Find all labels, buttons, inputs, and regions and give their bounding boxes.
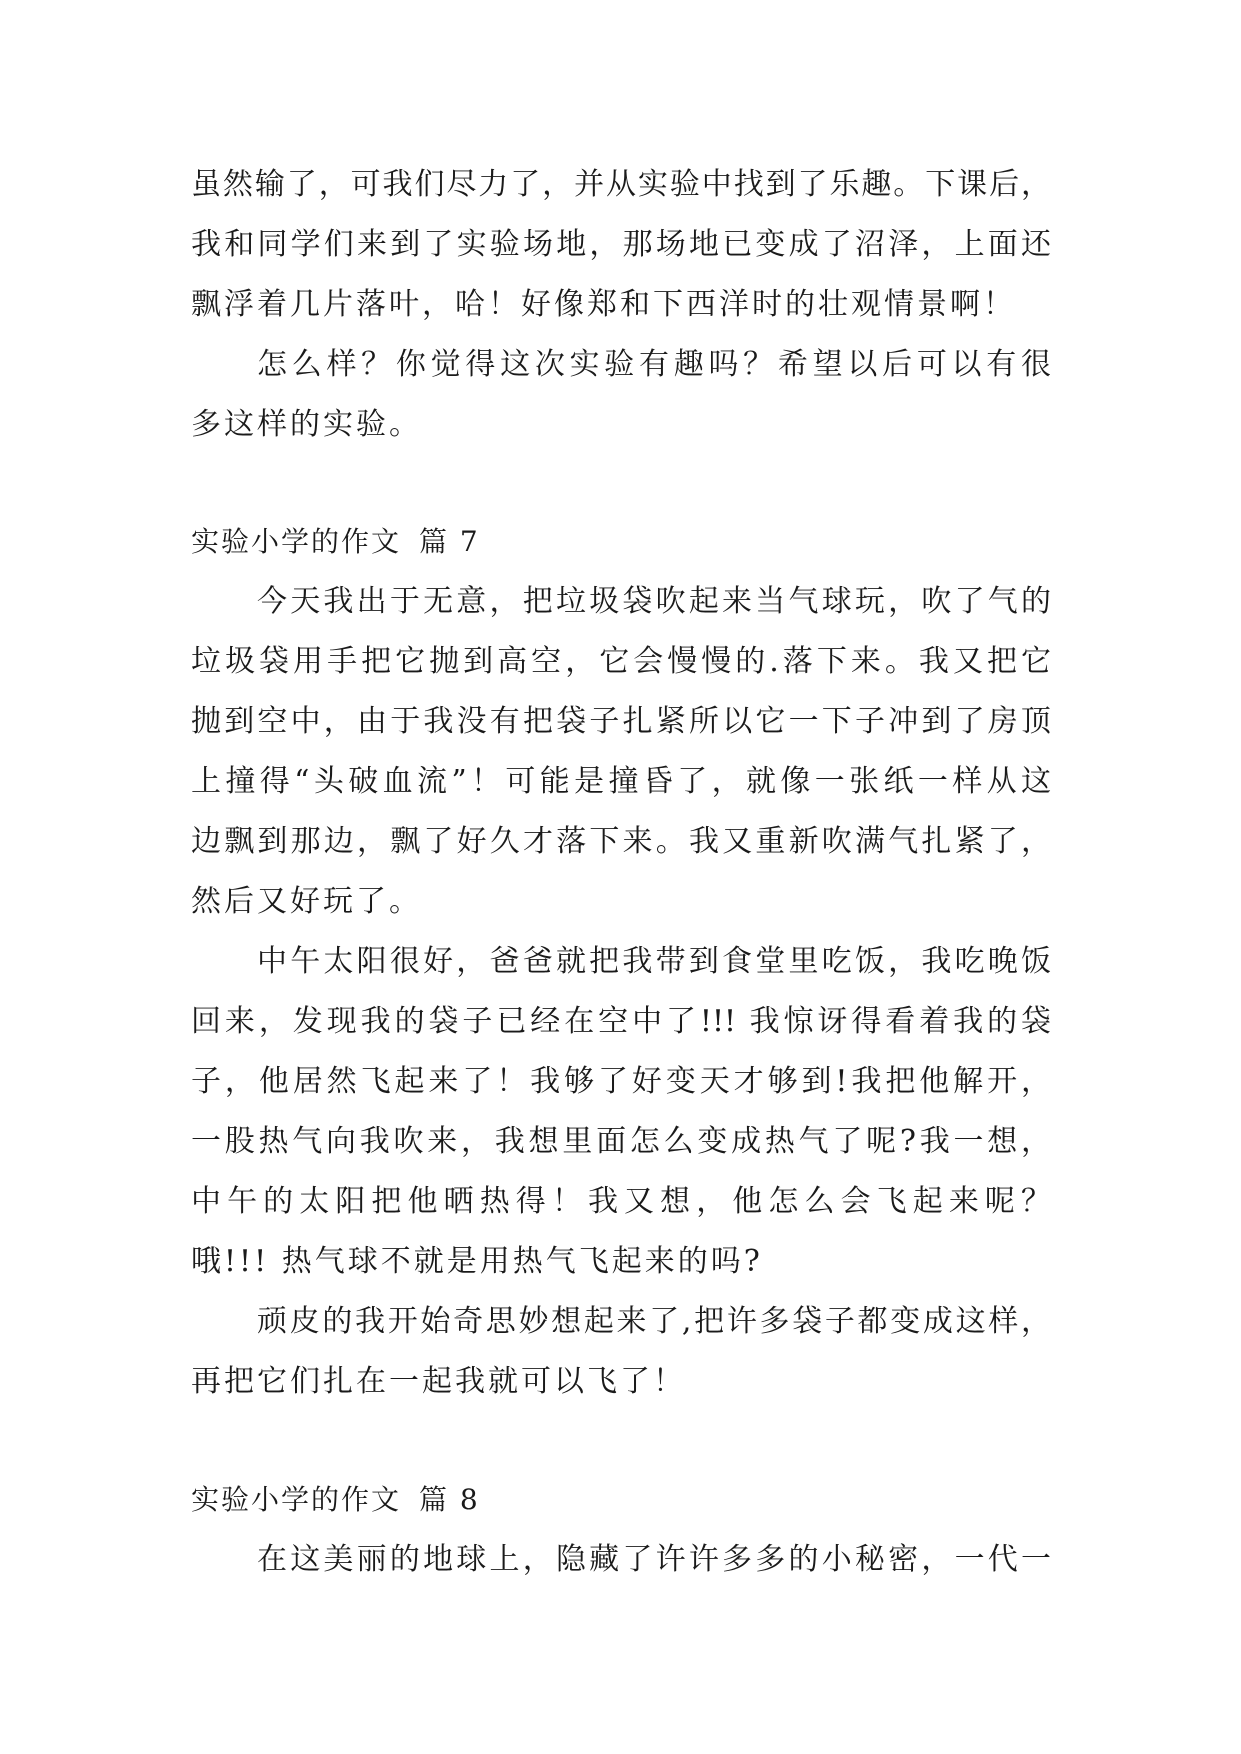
- paragraph-line: 垃圾袋用手把它抛到高空，它会慢慢的.落下来。我又把它: [191, 644, 1051, 679]
- paragraph-line: 子，他居然飞起来了！我够了好变天才够到!我把他解开，: [191, 1064, 1051, 1099]
- paragraph-line: 然后又好玩了。: [191, 884, 422, 919]
- paragraph-line: 怎么样？你觉得这次实验有趣吗？希望以后可以有很: [257, 347, 1051, 382]
- heading-title: 实验小学的作文: [191, 525, 402, 558]
- paragraph-line: 虽然输了，可我们尽力了，并从实验中找到了乐趣。下课后，: [191, 167, 1051, 202]
- section-heading: [191, 1480, 480, 1520]
- paragraph-line: 上撞得“头破血流”！可能是撞昏了，就像一张纸一样从这: [191, 764, 1051, 799]
- paragraph-line: 边飘到那边，飘了好久才落下来。我又重新吹满气扎紧了，: [191, 824, 1051, 859]
- paragraph-line: 回来，发现我的袋子已经在空中了!!! 我惊讶得看着我的袋: [191, 1004, 1051, 1039]
- paragraph-line: 飘浮着几片落叶，哈！好像郑和下西洋时的壮观情景啊！: [191, 287, 1016, 322]
- text-column: [191, 0, 1051, 1754]
- section-heading: [191, 522, 480, 562]
- paragraph-line: 一股热气向我吹来，我想里面怎么变成热气了呢?我一想，: [191, 1124, 1051, 1159]
- paragraph-line: 顽皮的我开始奇思妙想起来了,把许多袋子都变成这样，: [257, 1304, 1051, 1339]
- paragraph-line: 今天我出于无意，把垃圾袋吹起来当气球玩，吹了气的: [257, 584, 1051, 619]
- paragraph-line: 抛到空中，由于我没有把袋子扎紧所以它一下子冲到了房顶: [191, 704, 1051, 739]
- heading-number: 篇 8: [419, 1483, 480, 1516]
- paragraph-line: 中午太阳很好，爸爸就把我带到食堂里吃饭，我吃晚饭: [257, 944, 1051, 979]
- paragraph-line: 中午的太阳把他晒热得！我又想，他怎么会飞起来呢？: [191, 1184, 1051, 1219]
- heading-title: 实验小学的作文: [191, 1483, 402, 1516]
- paragraph-line: 我和同学们来到了实验场地，那场地已变成了沼泽，上面还: [191, 227, 1051, 262]
- paragraph-line: 再把它们扎在一起我就可以飞了！: [191, 1364, 686, 1399]
- paragraph-line: 多这样的实验。: [191, 407, 422, 442]
- paragraph-line: 哦!!! 热气球不就是用热气飞起来的吗?: [191, 1244, 763, 1279]
- heading-number: 篇 7: [419, 525, 480, 558]
- paragraph-line: 在这美丽的地球上，隐藏了许许多多的小秘密，一代一: [257, 1542, 1051, 1577]
